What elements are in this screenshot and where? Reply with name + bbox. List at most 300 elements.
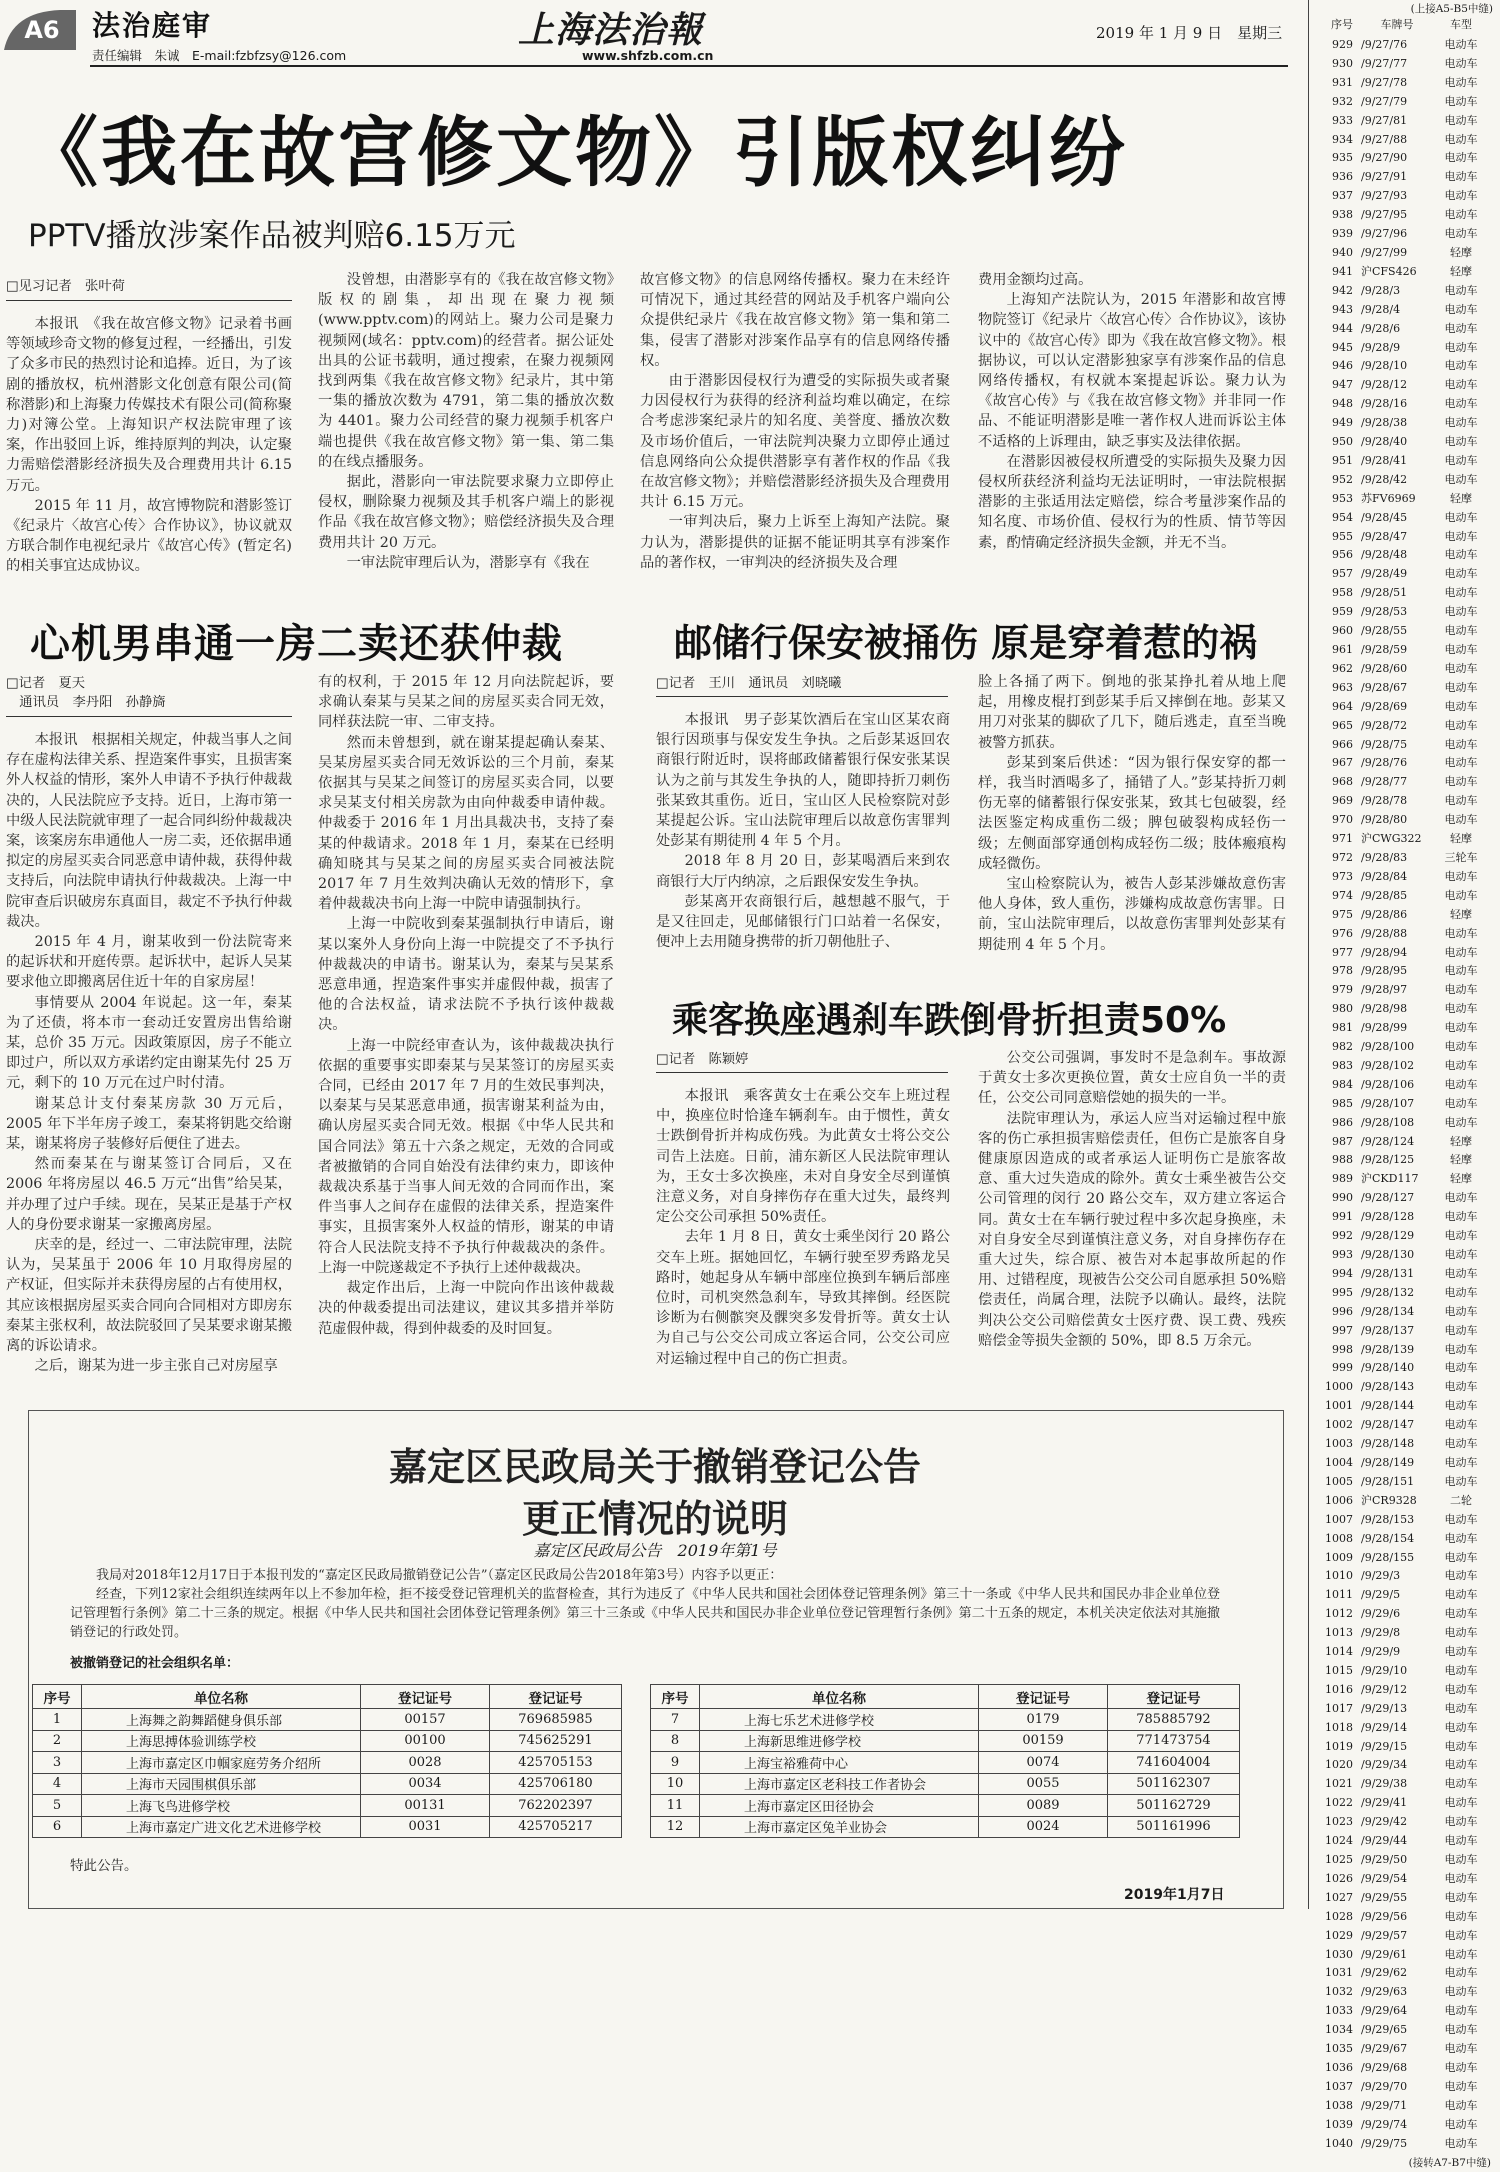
byline-rule xyxy=(656,696,948,697)
vehicle-type: 电动车 xyxy=(1433,1586,1489,1605)
vehicle-type: 电动车 xyxy=(1433,754,1489,773)
seq-number: 951 xyxy=(1309,452,1361,471)
vehicle-type: 电动车 xyxy=(1433,1038,1489,1057)
plate-number: /9/28/130 xyxy=(1361,1246,1433,1265)
byline-correspondents: 通讯员 李丹阳 孙静旖 xyxy=(6,693,166,712)
vehicle-type: 电动车 xyxy=(1433,1057,1489,1076)
vehicle-type: 电动车 xyxy=(1433,792,1489,811)
seq-number: 962 xyxy=(1309,660,1361,679)
plate-number: /9/28/69 xyxy=(1361,698,1433,717)
org-name: 上海新思维进修学校 xyxy=(700,1730,979,1752)
registration-number: 00159 xyxy=(979,1730,1108,1752)
seq-number: 932 xyxy=(1309,93,1361,112)
vehicle-type: 二轮 xyxy=(1433,1492,1489,1511)
paragraph: 上海一中院收到秦某强制执行申请后，谢某以案外人身份向上海一中院提交了不予执行仲裁裁决的申请书。谢某认为，秦某与吴某系恶意串通，捏造案件事实并虚假仲裁，损害了他的合法权益，请求法院不予执行该仲裁裁决。 xyxy=(318,914,614,1035)
list-item xyxy=(1309,1662,1497,1681)
vehicle-type: 电动车 xyxy=(1433,1435,1489,1454)
list-item xyxy=(1309,811,1497,830)
seq-number: 954 xyxy=(1309,509,1361,528)
seq-number: 1009 xyxy=(1309,1549,1361,1568)
plate-number: /9/28/75 xyxy=(1361,736,1433,755)
plate-number: /9/29/13 xyxy=(1361,1700,1433,1719)
col-header: 车牌号 xyxy=(1361,16,1433,36)
org-name: 上海市嘉定区兔羊业协会 xyxy=(700,1816,979,1838)
seq-number: 955 xyxy=(1309,528,1361,547)
org-name: 上海思搏体验训练学校 xyxy=(82,1730,361,1752)
plate-number: /9/28/97 xyxy=(1361,981,1433,1000)
list-item xyxy=(1309,1643,1497,1662)
list-item xyxy=(1309,1435,1497,1454)
seq-number: 996 xyxy=(1309,1303,1361,1322)
registration-number: 0028 xyxy=(361,1752,490,1774)
list-item xyxy=(1309,1605,1497,1624)
page-number: A6 xyxy=(24,16,59,44)
plate-number: /9/28/94 xyxy=(1361,944,1433,963)
list-item xyxy=(1309,849,1497,868)
list-item xyxy=(1309,1946,1497,1965)
seq-number: 971 xyxy=(1309,830,1361,849)
plate-number: /9/28/100 xyxy=(1361,1038,1433,1057)
row-index: 8 xyxy=(651,1730,700,1752)
seq-number: 961 xyxy=(1309,641,1361,660)
vehicle-type: 电动车 xyxy=(1433,1341,1489,1360)
list-item xyxy=(1309,93,1497,112)
plate-number: /9/28/155 xyxy=(1361,1549,1433,1568)
vehicle-type: 电动车 xyxy=(1433,1567,1489,1586)
plate-number: /9/29/70 xyxy=(1361,2078,1433,2097)
list-item xyxy=(1309,1265,1497,1284)
vehicle-type: 电动车 xyxy=(1433,1530,1489,1549)
plate-number: /9/28/143 xyxy=(1361,1378,1433,1397)
vehicle-type: 电动车 xyxy=(1433,773,1489,792)
seq-number: 983 xyxy=(1309,1057,1361,1076)
registration-code: 425706180 xyxy=(490,1773,622,1795)
seq-number: 1031 xyxy=(1309,1964,1361,1983)
plate-number: /9/28/140 xyxy=(1361,1359,1433,1378)
plate-number: /9/28/49 xyxy=(1361,565,1433,584)
list-item xyxy=(1309,263,1497,282)
seq-number: 947 xyxy=(1309,376,1361,395)
list-item xyxy=(1309,2116,1497,2135)
paragraph: 之后，谢某为进一步主张自己对房屋享 xyxy=(6,1356,292,1376)
paragraph: 彭某到案后供述：“因为银行保安穿的都一样，我当时酒喝多了，捅错了人。”彭某持折刀刺伤无辜的储蓄银行保安张某，致其七包破裂，经法医鉴定构成重伤二级；脾包破裂构成轻伤一级；左侧面部穿通创构成轻伤二级；肢体瘢痕构成轻微伤。 xyxy=(978,753,1286,874)
vehicle-type: 电动车 xyxy=(1433,168,1489,187)
registration-number: 00100 xyxy=(361,1730,490,1752)
seq-number: 943 xyxy=(1309,301,1361,320)
list-item xyxy=(1309,339,1497,358)
list-item xyxy=(1309,225,1497,244)
vehicle-type: 电动车 xyxy=(1433,1454,1489,1473)
seq-number: 946 xyxy=(1309,357,1361,376)
col-header: 单位名称 xyxy=(82,1685,361,1709)
vehicle-type: 电动车 xyxy=(1433,1265,1489,1284)
table-row xyxy=(33,1752,622,1774)
list-item xyxy=(1309,925,1497,944)
seq-number: 1007 xyxy=(1309,1511,1361,1530)
vehicle-type: 电动车 xyxy=(1433,1719,1489,1738)
seq-number: 949 xyxy=(1309,414,1361,433)
list-item xyxy=(1309,641,1497,660)
plate-number: /9/28/85 xyxy=(1361,887,1433,906)
seq-number: 937 xyxy=(1309,187,1361,206)
paragraph: 一审法院审理后认为，潜影享有《我在 xyxy=(318,553,614,573)
vehicle-type: 电动车 xyxy=(1433,1114,1489,1133)
byline-rule xyxy=(656,1072,948,1073)
list-item xyxy=(1309,1719,1497,1738)
vehicle-type: 电动车 xyxy=(1433,944,1489,963)
plate-number: /9/27/88 xyxy=(1361,131,1433,150)
list-item xyxy=(1309,1794,1497,1813)
col-header: 登记证号 xyxy=(1108,1685,1240,1709)
list-item xyxy=(1309,187,1497,206)
vehicle-type: 电动车 xyxy=(1433,112,1489,131)
plate-number: /9/28/53 xyxy=(1361,603,1433,622)
plate-number: /9/28/59 xyxy=(1361,641,1433,660)
notice-paragraph: 经查，下列12家社会组织连续两年以上不参加年检，拒不接受登记管理机关的监督检查，其行为违反了《中华人民共和国社会团体登记管理条例》第三十一条或《中华人民共和国民办非企业单位登记管理暂行条例》第二十三条的规定。根据《中华人民共和国社会团体登记管理条例》第三十三条或《中华人民共和国民办非企业单位登记管理暂行条例》第二十五条的规定，本机关决定依法对其施撤销登记的行政处罚。 xyxy=(70,1585,1220,1642)
article1-title: 《我在故宫修文物》引版权纠纷 xyxy=(22,92,1128,201)
list-item xyxy=(1309,773,1497,792)
vehicle-type: 轻摩 xyxy=(1433,1133,1489,1152)
vehicle-type: 电动车 xyxy=(1433,1246,1489,1265)
page-number-badge xyxy=(2,4,80,52)
list-item xyxy=(1309,74,1497,93)
list-bottom-note: (接转A7-B7中缝) xyxy=(1309,2154,1497,2172)
vehicle-type: 电动车 xyxy=(1433,74,1489,93)
list-item xyxy=(1309,2040,1497,2059)
table-row xyxy=(33,1773,622,1795)
vehicle-type: 电动车 xyxy=(1433,1964,1489,1983)
list-item xyxy=(1309,2059,1497,2078)
article4-col1 xyxy=(656,1086,950,1369)
list-item xyxy=(1309,1246,1497,1265)
org-name: 上海市天园围棋俱乐部 xyxy=(82,1773,361,1795)
seq-number: 939 xyxy=(1309,225,1361,244)
vehicle-type: 电动车 xyxy=(1433,320,1489,339)
paragraph: 上海知产法院认为，2015 年潜影和故宫博物院签订《纪录片〈故宫心传〉合作协议》，该协议中的《故宫心传》即为《我在故宫修文物》。根据协议，可以认定潜影独家享有涉案作品的信息网络传播权，有权就本案提起诉讼。聚力认为《故宫心传》与《我在故宫修文物》并非同一作品、不能证明潜影是唯一著作权人进而诉讼主体不适格的上诉理由，缺乏事实及法律依据。 xyxy=(978,290,1286,452)
paragraph: 本报讯 《我在故宫修文物》记录着书画等领域珍奇文物的修复过程，一经播出，引发了众多市民的热烈讨论和追捧。近日，为了该剧的播放权，杭州潜影文化创意有限公司(简称潜影)和上海聚力传媒技术有限公司(简称聚力)对簿公堂。上海知识产权法院审理了该案，作出驳回上诉，维持原判的判决，认定聚力需赔偿潜影经济损失及合理费用共计 6.15 万元。 xyxy=(6,314,292,496)
plate-number: /9/28/127 xyxy=(1361,1189,1433,1208)
plate-number: /9/29/15 xyxy=(1361,1738,1433,1757)
article2-col2 xyxy=(318,672,614,1339)
article1-col2 xyxy=(318,270,614,573)
org-table-left xyxy=(32,1684,622,1838)
seq-number: 936 xyxy=(1309,168,1361,187)
vehicle-type: 电动车 xyxy=(1433,2059,1489,2078)
list-top-note: (上接A5-B5中缝) xyxy=(1309,0,1497,16)
list-item xyxy=(1309,528,1497,547)
list-item xyxy=(1309,1813,1497,1832)
plate-number: /9/29/42 xyxy=(1361,1813,1433,1832)
paragraph: 有的权利，于 2015 年 12 月向法院起诉，要求确认秦某与吴某之间的房屋买卖合同无效，同样获法院一审、二审支持。 xyxy=(318,672,614,733)
list-item xyxy=(1309,1133,1497,1152)
table-header-row xyxy=(651,1685,1240,1709)
plate-number: /9/29/38 xyxy=(1361,1775,1433,1794)
vehicle-type: 电动车 xyxy=(1433,584,1489,603)
plate-number: /9/29/9 xyxy=(1361,1643,1433,1662)
notice-subtitle: 嘉定区民政局公告 2019年第1号 xyxy=(0,1538,1310,1561)
seq-number: 991 xyxy=(1309,1208,1361,1227)
plate-number: /9/27/93 xyxy=(1361,187,1433,206)
list-item xyxy=(1309,565,1497,584)
seq-number: 938 xyxy=(1309,206,1361,225)
list-item xyxy=(1309,2097,1497,2116)
list-item xyxy=(1309,944,1497,963)
vehicle-type: 电动车 xyxy=(1433,1076,1489,1095)
list-item xyxy=(1309,546,1497,565)
list-item xyxy=(1309,433,1497,452)
seq-number: 1034 xyxy=(1309,2021,1361,2040)
seq-number: 980 xyxy=(1309,1000,1361,1019)
plate-number: /9/28/40 xyxy=(1361,433,1433,452)
vehicle-type: 电动车 xyxy=(1433,1775,1489,1794)
list-item xyxy=(1309,1700,1497,1719)
seq-number: 968 xyxy=(1309,773,1361,792)
list-item xyxy=(1309,1208,1497,1227)
plate-number: /9/29/8 xyxy=(1361,1624,1433,1643)
plate-number: /9/28/72 xyxy=(1361,717,1433,736)
list-item xyxy=(1309,660,1497,679)
list-item xyxy=(1309,868,1497,887)
article2-col1 xyxy=(6,730,292,1377)
seq-number: 1017 xyxy=(1309,1700,1361,1719)
article4-col2 xyxy=(978,1048,1286,1351)
seq-number: 964 xyxy=(1309,698,1361,717)
header-rule xyxy=(90,65,1288,67)
vehicle-type: 电动车 xyxy=(1433,1095,1489,1114)
seq-number: 1036 xyxy=(1309,2059,1361,2078)
table-row xyxy=(33,1795,622,1817)
paragraph: 裁定作出后，上海一中院向作出该仲裁裁决的仲裁委提出司法建议，建议其多措并举防范虚假仲裁，得到仲裁委的及时回复。 xyxy=(318,1278,614,1339)
list-item xyxy=(1309,471,1497,490)
plate-number: /9/29/75 xyxy=(1361,2135,1433,2154)
paragraph: 2015 年 4 月，谢某收到一份法院寄来的起诉状和开庭传票。起诉状中，起诉人吴某要求他立即搬离居住近十年的自家房屋！ xyxy=(6,932,292,993)
vehicle-type: 电动车 xyxy=(1433,1662,1489,1681)
plate-number: /9/28/76 xyxy=(1361,754,1433,773)
section-title: 法治庭审 xyxy=(92,4,212,44)
plate-number: /9/27/99 xyxy=(1361,244,1433,263)
vehicle-type: 电动车 xyxy=(1433,339,1489,358)
registration-number: 0089 xyxy=(979,1795,1108,1817)
seq-number: 934 xyxy=(1309,131,1361,150)
registration-code: 762202397 xyxy=(490,1795,622,1817)
paragraph: 彭某离开农商银行后，越想越不服气，于是又往回走，见邮储银行门口站着一名保安，便冲上去用随身携带的折刀朝他肚子、 xyxy=(656,892,950,953)
col-header: 单位名称 xyxy=(700,1685,979,1709)
seq-number: 1003 xyxy=(1309,1435,1361,1454)
article2-byline xyxy=(6,674,166,712)
plate-number: /9/28/144 xyxy=(1361,1397,1433,1416)
seq-number: 1022 xyxy=(1309,1794,1361,1813)
row-index: 4 xyxy=(33,1773,82,1795)
plate-number: /9/29/55 xyxy=(1361,1889,1433,1908)
seq-number: 975 xyxy=(1309,906,1361,925)
seq-number: 1037 xyxy=(1309,2078,1361,2097)
seq-number: 933 xyxy=(1309,112,1361,131)
list-item xyxy=(1309,754,1497,773)
plate-number: /9/28/60 xyxy=(1361,660,1433,679)
article1-subtitle: PPTV播放涉案作品被判赔6.15万元 xyxy=(28,210,516,255)
list-item xyxy=(1309,1057,1497,1076)
plate-number: /9/27/79 xyxy=(1361,93,1433,112)
vehicle-type: 电动车 xyxy=(1433,376,1489,395)
article1-byline: □见习记者 张叶荷 xyxy=(6,277,125,296)
plate-number: /9/28/151 xyxy=(1361,1473,1433,1492)
list-item xyxy=(1309,1341,1497,1360)
vehicle-type: 电动车 xyxy=(1433,1889,1489,1908)
plate-number: /9/28/78 xyxy=(1361,792,1433,811)
masthead: 上海法治報 xyxy=(518,2,703,53)
plate-number: /9/28/42 xyxy=(1361,471,1433,490)
list-item xyxy=(1309,1983,1497,2002)
seq-number: 1024 xyxy=(1309,1832,1361,1851)
plate-number: /9/28/99 xyxy=(1361,1019,1433,1038)
plate-number: /9/28/128 xyxy=(1361,1208,1433,1227)
list-item xyxy=(1309,1567,1497,1586)
seq-number: 1010 xyxy=(1309,1567,1361,1586)
list-item xyxy=(1309,1303,1497,1322)
vehicle-type: 电动车 xyxy=(1433,509,1489,528)
vehicle-type: 电动车 xyxy=(1433,2002,1489,2021)
seq-number: 1026 xyxy=(1309,1870,1361,1889)
plate-number: /9/28/153 xyxy=(1361,1511,1433,1530)
paragraph: 2015 年 11 月，故宫博物院和潜影签订《纪录片〈故宫心传〉合作协议》，协议就双方联合制作电视纪录片《故宫心传》(暂定名)的相关事宜达成协议。 xyxy=(6,496,292,577)
list-item xyxy=(1309,452,1497,471)
paragraph: 法院审理认为，承运人应当对运输过程中旅客的伤亡承担损害赔偿责任，但伤亡是旅客自身健康原因造成的或者承运人证明伤亡是旅客故意、重大过失造成的除外。黄女士乘坐被告公交公司管理的闵行 20 路公交车，双方建立客运合同。黄女士在车辆行驶过程中多次起身换座，未对自身安全尽到谨慎注意义务，对自身摔伤存在重大过失，综合原、被告对本起事故所起的作用、过错程度，现被告公交公司自愿承担 50%赔偿责任，尚属合理，法院予以确认。最终，法院判决公交公司赔偿黄女士医疗费、误工费、残疾赔偿金等损失金额的 50%，即 8.5 万余元。 xyxy=(978,1109,1286,1351)
list-item xyxy=(1309,168,1497,187)
plate-number: /9/28/107 xyxy=(1361,1095,1433,1114)
vehicle-type: 电动车 xyxy=(1433,1322,1489,1341)
seq-number: 986 xyxy=(1309,1114,1361,1133)
plate-number: /9/28/9 xyxy=(1361,339,1433,358)
row-index: 1 xyxy=(33,1709,82,1731)
vehicle-type: 电动车 xyxy=(1433,717,1489,736)
org-name: 上海舞之韵舞蹈健身俱乐部 xyxy=(82,1709,361,1731)
paragraph: 故宫修文物》的信息网络传播权。聚力在未经许可情况下，通过其经营的网站及手机客户端向公众提供纪录片《我在故宫修文物》第一集和第二集，侵害了潜影对涉案作品享有的信息网络传播权。 xyxy=(640,270,950,371)
website: www.shfzb.com.cn xyxy=(582,48,713,63)
seq-number: 992 xyxy=(1309,1227,1361,1246)
list-item xyxy=(1309,962,1497,981)
registration-number: 00157 xyxy=(361,1709,490,1731)
plate-number: /9/29/44 xyxy=(1361,1832,1433,1851)
plate-number: /9/28/12 xyxy=(1361,376,1433,395)
seq-number: 1035 xyxy=(1309,2040,1361,2059)
vehicle-type: 电动车 xyxy=(1433,2135,1489,2154)
vehicle-type: 电动车 xyxy=(1433,149,1489,168)
list-item xyxy=(1309,1870,1497,1889)
vehicle-type: 电动车 xyxy=(1433,55,1489,74)
vehicle-type: 电动车 xyxy=(1433,641,1489,660)
vehicle-type: 电动车 xyxy=(1433,1946,1489,1965)
seq-number: 1033 xyxy=(1309,2002,1361,2021)
list-item xyxy=(1309,1284,1497,1303)
seq-number: 994 xyxy=(1309,1265,1361,1284)
vehicle-type: 电动车 xyxy=(1433,301,1489,320)
vehicle-type: 电动车 xyxy=(1433,1927,1489,1946)
article4-title: 乘客换座遇刹车跌倒骨折担责50% xyxy=(672,992,1226,1043)
list-item xyxy=(1309,376,1497,395)
article3-byline: □记者 王川 通讯员 刘晓曦 xyxy=(656,674,841,693)
list-item xyxy=(1309,509,1497,528)
seq-number: 981 xyxy=(1309,1019,1361,1038)
seq-number: 953 xyxy=(1309,490,1361,509)
seq-number: 952 xyxy=(1309,471,1361,490)
col-header: 登记证号 xyxy=(979,1685,1108,1709)
registration-number: 0179 xyxy=(979,1709,1108,1731)
registration-number: 0034 xyxy=(361,1773,490,1795)
vehicle-type: 电动车 xyxy=(1433,528,1489,547)
seq-number: 966 xyxy=(1309,736,1361,755)
vehicle-type: 电动车 xyxy=(1433,1227,1489,1246)
seq-number: 988 xyxy=(1309,1151,1361,1170)
notice-closing: 特此公告。 xyxy=(70,1854,138,1874)
plate-number: /9/27/90 xyxy=(1361,149,1433,168)
vehicle-type: 电动车 xyxy=(1433,1738,1489,1757)
seq-number: 987 xyxy=(1309,1133,1361,1152)
plate-number: /9/28/125 xyxy=(1361,1151,1433,1170)
vehicle-type: 电动车 xyxy=(1433,1473,1489,1492)
col-header: 登记证号 xyxy=(361,1685,490,1709)
notice-title-line1: 嘉定区民政局关于撤销登记公告 xyxy=(0,1436,1310,1491)
list-item xyxy=(1309,1624,1497,1643)
seq-number: 970 xyxy=(1309,811,1361,830)
list-item xyxy=(1309,603,1497,622)
plate-number: /9/29/68 xyxy=(1361,2059,1433,2078)
plate-number: /9/27/96 xyxy=(1361,225,1433,244)
list-item xyxy=(1309,1964,1497,1983)
vehicle-type: 电动车 xyxy=(1433,1681,1489,1700)
seq-number: 960 xyxy=(1309,622,1361,641)
vehicle-type: 电动车 xyxy=(1433,1511,1489,1530)
seq-number: 1023 xyxy=(1309,1813,1361,1832)
seq-number: 977 xyxy=(1309,944,1361,963)
seq-number: 974 xyxy=(1309,887,1361,906)
row-index: 3 xyxy=(33,1752,82,1774)
notice-date: 2019年1月7日 xyxy=(1124,1884,1224,1904)
registration-code: 425705153 xyxy=(490,1752,622,1774)
list-item xyxy=(1309,131,1497,150)
list-item xyxy=(1309,1378,1497,1397)
vehicle-type: 电动车 xyxy=(1433,2078,1489,2097)
plate-number: /9/28/154 xyxy=(1361,1530,1433,1549)
paragraph: 去年 1 月 8 日，黄女士乘坐闵行 20 路公交车上班。据她回忆，车辆行驶至罗秀路龙吴路时，她起身从车辆中部座位换到车辆后部座位时，司机突然急刹车，导致其摔倒。经医院诊断为右侧髌突及髁突多发骨折等。黄女士认为自己与公交公司成立客运合同，公交公司应对运输过程中自己的伤亡担责。 xyxy=(656,1227,950,1368)
plate-number: 沪CWG322 xyxy=(1361,830,1433,849)
vehicle-type: 电动车 xyxy=(1433,962,1489,981)
seq-number: 1020 xyxy=(1309,1756,1361,1775)
list-item xyxy=(1309,1756,1497,1775)
seq-number: 957 xyxy=(1309,565,1361,584)
list-item xyxy=(1309,1359,1497,1378)
vehicle-type: 轻摩 xyxy=(1433,1151,1489,1170)
vehicle-type: 电动车 xyxy=(1433,1624,1489,1643)
notice-title-line2: 更正情况的说明 xyxy=(0,1488,1310,1543)
seq-number: 959 xyxy=(1309,603,1361,622)
registration-number: 0031 xyxy=(361,1816,490,1838)
seq-number: 945 xyxy=(1309,339,1361,358)
vehicle-type: 轻摩 xyxy=(1433,830,1489,849)
paragraph: 上海一中院经审查认为，该仲裁裁决执行依据的重要事实即秦某与吴某签订的房屋买卖合同，已经由 2017 年 7 月的生效民事判决，以秦某与吴某恶意串通，损害谢某利益为由，确认房屋买卖合同无效。根据《中华人民共和国合同法》第五十六条之规定，无效的合同或者被撤销的合同自始没有法律约束力，即该仲裁裁决系基于当事人间无效的合同而作出，案件当事人之间存在虚假的法律关系，捏造案件事实，且损害案外人权益的情形，谢某的申请符合人民法院支持不予执行仲裁裁决的条件。上海一中院遂裁定不予执行上述仲裁裁决。 xyxy=(318,1036,614,1278)
plate-number: /9/29/14 xyxy=(1361,1719,1433,1738)
seq-number: 1001 xyxy=(1309,1397,1361,1416)
vehicle-type: 电动车 xyxy=(1433,1908,1489,1927)
vehicle-type: 电动车 xyxy=(1433,1284,1489,1303)
list-item xyxy=(1309,301,1497,320)
vehicle-type: 电动车 xyxy=(1433,925,1489,944)
seq-number: 956 xyxy=(1309,546,1361,565)
seq-number: 1005 xyxy=(1309,1473,1361,1492)
list-item xyxy=(1309,1908,1497,1927)
list-item xyxy=(1309,698,1497,717)
plate-number: /9/29/10 xyxy=(1361,1662,1433,1681)
vehicle-type: 电动车 xyxy=(1433,1700,1489,1719)
